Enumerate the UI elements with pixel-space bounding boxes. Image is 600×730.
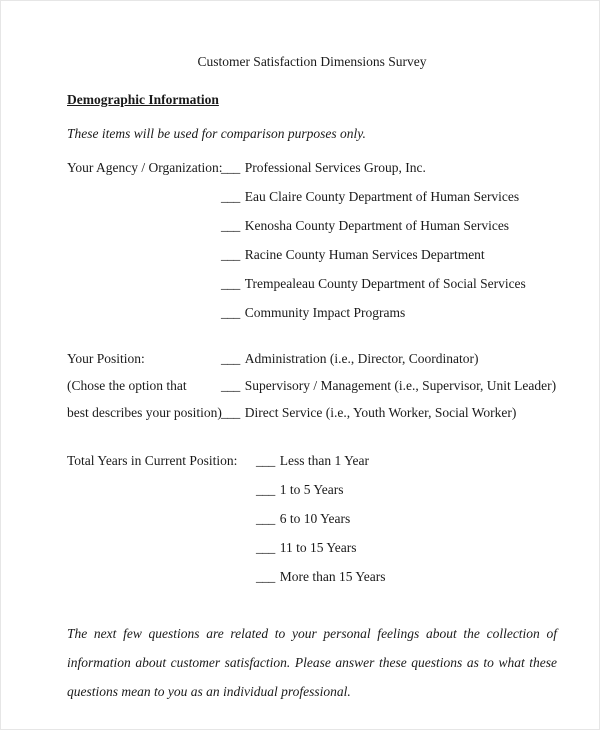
demographic-intro-note: These items will be used for comparison purposes only.: [67, 126, 366, 141]
position-blank-2[interactable]: ___: [221, 405, 240, 420]
years-blank-2[interactable]: ___: [256, 511, 275, 526]
position-blank-0[interactable]: ___: [221, 351, 240, 366]
agency-blank-0[interactable]: ___: [221, 160, 240, 175]
agency-option-row[interactable]: [67, 217, 557, 246]
agency-option-label-5: Community Impact Programs: [244, 305, 406, 320]
agency-question-block: [67, 159, 557, 333]
position-option-row[interactable]: [67, 350, 557, 377]
agency-option-row[interactable]: [67, 275, 557, 304]
years-blank-3[interactable]: ___: [256, 540, 275, 555]
position-question-block: [67, 350, 557, 431]
years-option-row[interactable]: [67, 568, 557, 597]
years-option-label-4: More than 15 Years: [279, 569, 386, 584]
years-option-row[interactable]: [67, 539, 557, 568]
position-question-label-2: best describes your position): [67, 405, 222, 420]
agency-option-label-3: Racine County Human Services Department: [244, 247, 485, 262]
agency-blank-2[interactable]: ___: [221, 218, 240, 233]
position-option-label-1: Supervisory / Management (i.e., Supervisor, Unit Leader): [244, 378, 557, 393]
agency-blank-5[interactable]: ___: [221, 305, 240, 320]
agency-question-label: Your Agency / Organization:: [67, 160, 223, 175]
years-question-label: Total Years in Current Position:: [67, 453, 238, 468]
agency-option-row[interactable]: [67, 159, 557, 188]
agency-option-label-0: Professional Services Group, Inc.: [244, 160, 426, 175]
years-question-block: [67, 452, 557, 597]
position-option-row[interactable]: [67, 377, 557, 404]
agency-option-label-2: Kenosha County Department of Human Services: [244, 218, 510, 233]
document-body: [67, 53, 557, 706]
document-title: Customer Satisfaction Dimensions Survey: [197, 54, 427, 69]
years-option-label-0: Less than 1 Year: [279, 453, 369, 468]
agency-option-row[interactable]: [67, 304, 557, 333]
agency-option-label-4: Trempealeau County Department of Social Services: [244, 276, 526, 291]
position-blank-1[interactable]: ___: [221, 378, 240, 393]
agency-option-label-1: Eau Claire County Department of Human Services: [244, 189, 520, 204]
position-question-label-1: (Chose the option that: [67, 378, 187, 393]
section-heading-demographic: Demographic Information: [67, 92, 219, 107]
years-option-label-2: 6 to 10 Years: [279, 511, 351, 526]
agency-blank-3[interactable]: ___: [221, 247, 240, 262]
agency-blank-1[interactable]: ___: [221, 189, 240, 204]
years-blank-4[interactable]: ___: [256, 569, 275, 584]
agency-blank-4[interactable]: ___: [221, 276, 240, 291]
years-option-label-3: 11 to 15 Years: [279, 540, 357, 555]
years-option-row[interactable]: [67, 481, 557, 510]
years-blank-0[interactable]: ___: [256, 453, 275, 468]
position-option-label-0: Administration (i.e., Director, Coordinator): [244, 351, 479, 366]
years-option-label-1: 1 to 5 Years: [279, 482, 344, 497]
closing-paragraph: [67, 619, 557, 706]
position-question-label-0: Your Position:: [67, 351, 145, 366]
years-option-row[interactable]: [67, 510, 557, 539]
years-option-row[interactable]: [67, 452, 557, 481]
agency-option-row[interactable]: [67, 188, 557, 217]
position-option-row[interactable]: [67, 404, 557, 431]
position-option-label-2: Direct Service (i.e., Youth Worker, Social Worker): [244, 405, 517, 420]
agency-option-row[interactable]: [67, 246, 557, 275]
closing-paragraph-text: The next few questions are related to your personal feelings about the collection of information about customer satisfaction. Please answer these questions as to what these questions mean to you as an individual professional.: [67, 626, 557, 699]
years-blank-1[interactable]: ___: [256, 482, 275, 497]
